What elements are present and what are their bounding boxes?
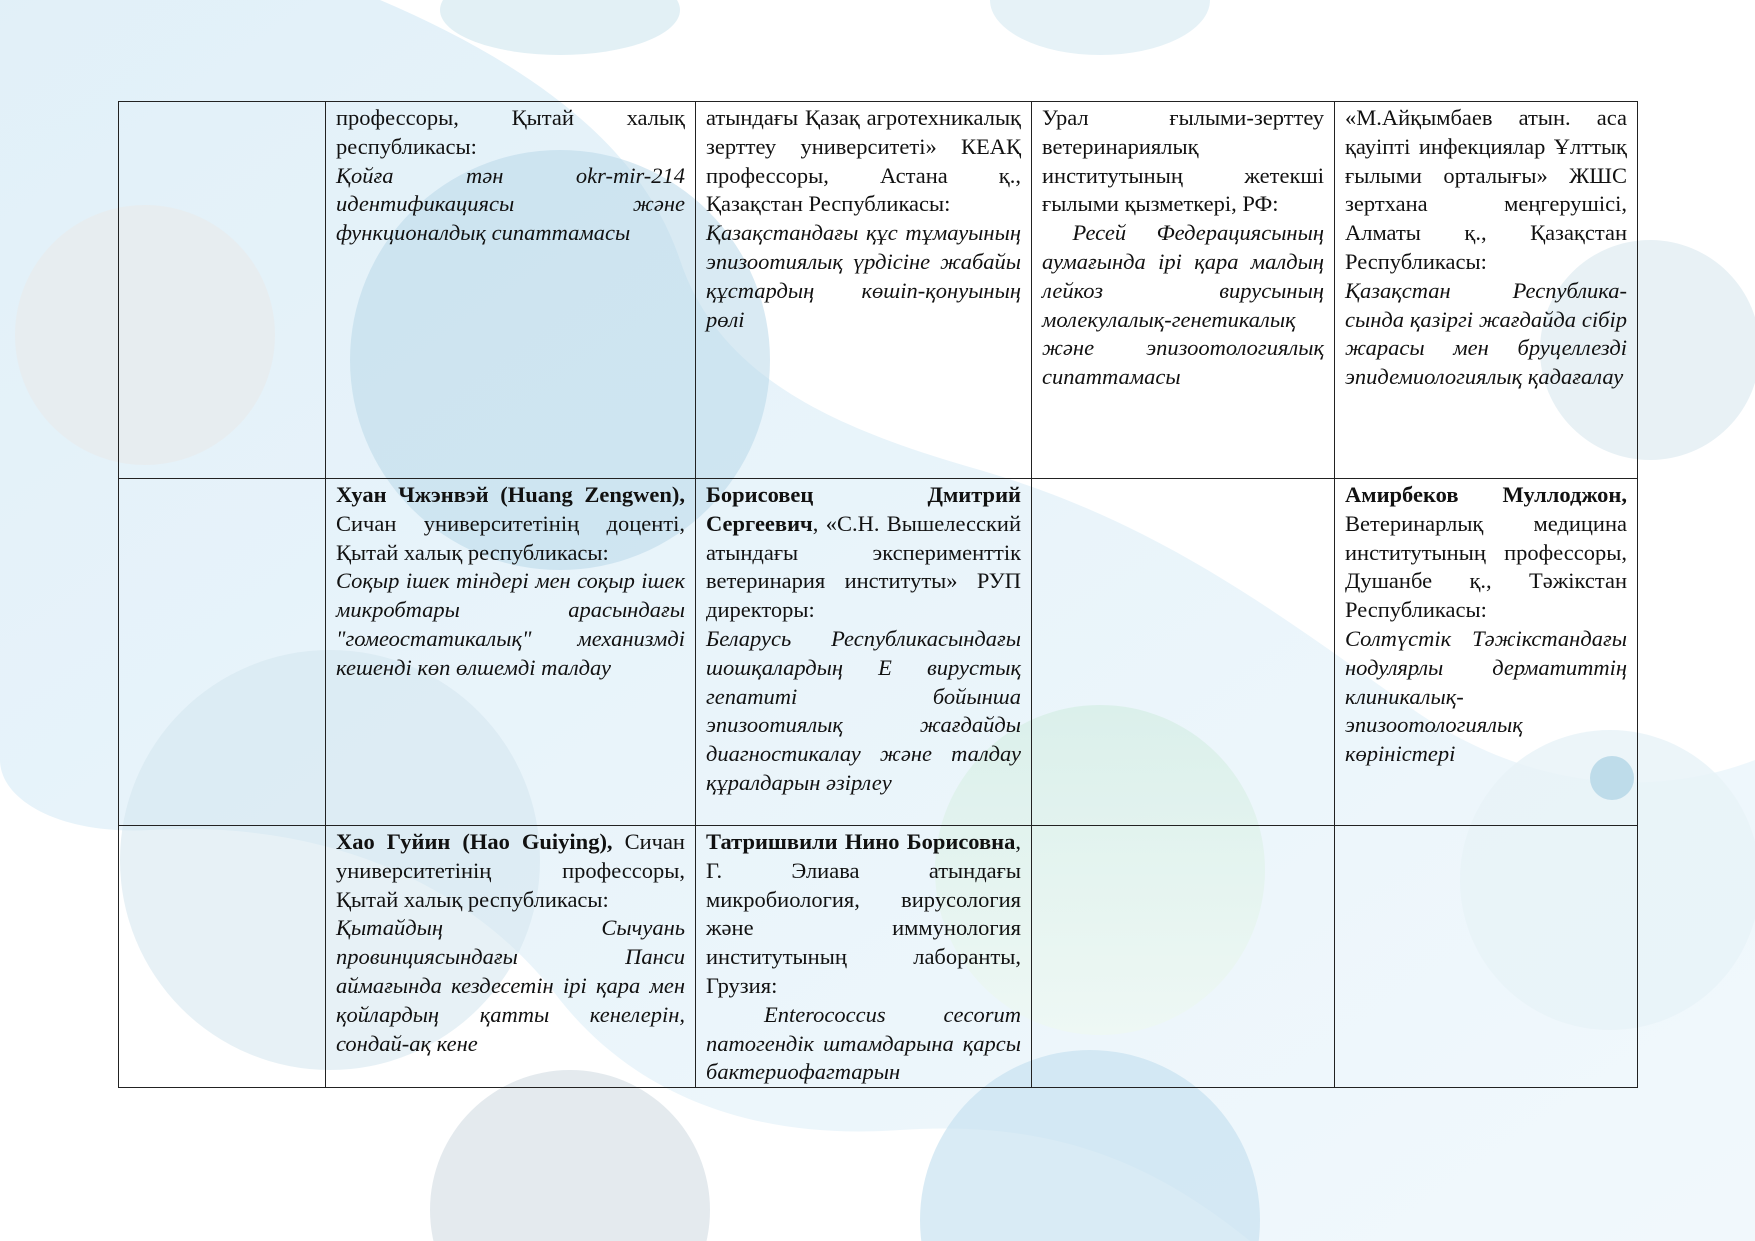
- table-row: [119, 102, 1638, 479]
- speaker-role: , «С.Н. Вышелесский атындағы эксперименттік ветеринария институты» РУП директоры:: [706, 510, 1021, 623]
- speaker-name: Татришвили Нино Борисовна: [706, 829, 1016, 854]
- speaker-role: атындағы Қазақ агротехникалық зерттеу университеті» КЕАҚ профессоры, Астана қ., Қазақстан Республикасы:: [706, 105, 1021, 217]
- top-circle-right: [990, 0, 1210, 55]
- empty-cell: [1032, 826, 1335, 1088]
- speaker-cell: [1335, 479, 1638, 826]
- speaker-role: профессоры, Қытай халық республикасы:: [336, 105, 685, 159]
- empty-cell: [119, 826, 326, 1088]
- speaker-name: Хао Гуйин (Hao Guiying),: [336, 829, 613, 854]
- speaker-role: Ветеринарлық медицина институтының профессоры, Душанбе қ., Тәжікстан Республикасы:: [1345, 510, 1627, 623]
- table-row: [119, 826, 1638, 1088]
- empty-cell: [1335, 826, 1638, 1088]
- speaker-cell: [696, 826, 1032, 1088]
- report-topic: Enterococcus cecorum патогендік штамдарына қарсы бактериофагтарын: [706, 1001, 1027, 1085]
- report-topic: Қытайдың Сычуань провинциясындағы Панси аймағында кездесетін ірі қара мен қойлардың қатты кенелерін, сондай-ақ кене: [336, 915, 685, 1056]
- speaker-cell: [696, 479, 1032, 826]
- empty-cell: [1032, 479, 1335, 826]
- report-topic: Қазақстандағы құс тұмауының эпизоотиялық үрдісіне жабайы құстардың көшіп-қонуының рөлі: [706, 220, 1021, 332]
- speaker-role: Сичан университетінің профессоры, Қытай халық республикасы:: [336, 829, 685, 912]
- speaker-cell: [326, 102, 696, 479]
- table-row: [119, 479, 1638, 826]
- report-topic: Ресей Федерациясының аумағында ірі қара малдың лейкоз вирусының молекулалық-генетикалық және эпизоотологиялық сипаттамасы: [1042, 220, 1330, 390]
- speaker-cell: [1335, 102, 1638, 479]
- speaker-role: «М.Айқымбаев атын. аса қауіпті инфекциялар Ұлттық ғылыми орталығы» ЖШС зертхана меңгерушісі, Алматы қ., Қазақстан Республикасы:: [1345, 105, 1627, 274]
- empty-cell: [119, 479, 326, 826]
- speaker-cell: [1032, 102, 1335, 479]
- empty-cell: [119, 102, 326, 479]
- program-table: [118, 101, 1638, 1088]
- speaker-name: Борисовец Дмитрий Сергеевич: [706, 482, 1021, 536]
- speaker-role: Сичан университетінің доценті, Қытай халық республикасы:: [336, 510, 685, 565]
- speaker-role: Урал ғылыми-зерттеу ветеринариялық институтының жетекші ғылыми қызметкері, РФ:: [1042, 105, 1324, 217]
- report-topic: Соқыр ішек тіндері мен соқыр ішек микробтары арасындағы "гомеостатикалық" механизмді кешенді көп өлшемді талдау: [336, 568, 685, 680]
- report-topic: Беларусь Республикасындағы шошқалардың Е вирустық гепатиті бойынша эпизоотиялық жағдайды диагностикалау және талдау құралдарын әзірлеу: [706, 625, 1021, 795]
- speaker-role: , Г. Элиава атындағы микробиология, вирусология және иммунология институтының лаборанты, Грузия:: [706, 829, 1021, 998]
- speaker-cell: [326, 479, 696, 826]
- report-topic: Қойға тән okr-mir-214 идентификациясы және функционалдық сипаттамасы: [336, 162, 685, 246]
- report-topic: Солтүстік Тәжікстандағы нодулярлы дерматиттің клиникалық-эпизоотологиялық көріністері: [1345, 625, 1627, 767]
- bottom-left-circle: [430, 1070, 710, 1241]
- speaker-name: Хуан Чжэнвэй (Huang Zengwen),: [336, 482, 685, 507]
- report-topic: Қазақстан Республика-сында қазіргі жағдайда сібір жарасы мен бруцеллезді эпидемиологиялық қадағалау: [1345, 277, 1627, 390]
- speaker-name: Амирбеков Муллоджон,: [1345, 482, 1627, 507]
- speaker-cell: [326, 826, 696, 1088]
- speaker-cell: [696, 102, 1032, 479]
